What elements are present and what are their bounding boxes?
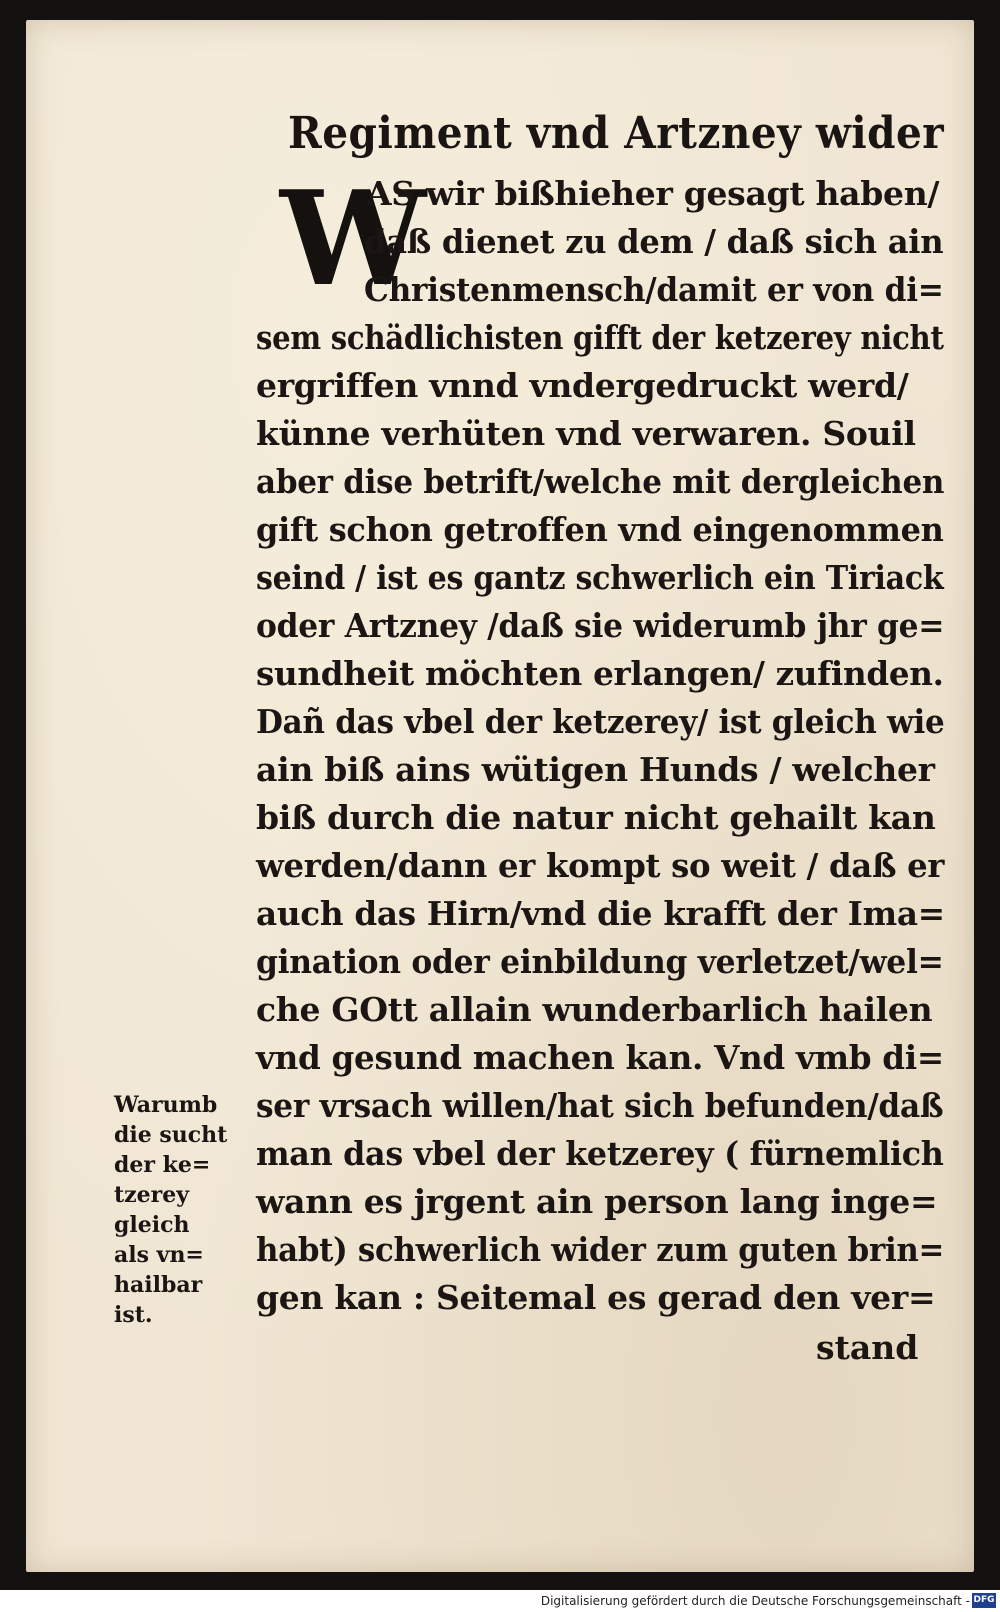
running-head: Regiment vnd Artzney wider	[288, 108, 945, 159]
margin-note-line: der ke=	[114, 1152, 211, 1178]
text-line: sem schädlichisten gifft der ketzerey nicht	[256, 318, 944, 357]
dfg-logo-icon: DFG	[972, 1593, 996, 1608]
margin-note-line: gleich	[114, 1212, 190, 1238]
text-line: gen kan : Seitemal es gerad den ver=	[256, 1278, 936, 1317]
text-line: ser vrsach willen/hat sich befunden/daß	[256, 1086, 944, 1125]
text-line: man das vbel der ketzerey ( fürnemlich	[256, 1134, 944, 1173]
text-line: daß dienet zu dem / daß sich ain	[364, 222, 944, 261]
text-line: aber dise betrift/welche mit dergleichen	[256, 462, 945, 501]
text-line: che GOtt allain wunderbarlich hailen	[256, 990, 933, 1029]
margin-note	[114, 1090, 246, 1330]
margin-note-line: die sucht	[114, 1122, 228, 1148]
margin-note-line: hailbar	[114, 1272, 203, 1298]
text-line: oder Artzney /daß sie widerumb jhr ge=	[256, 606, 945, 645]
text-line: ergriffen vnnd vndergedruckt werd/	[256, 366, 909, 405]
text-line: AS wir bißhieher gesagt haben/	[366, 174, 940, 213]
text-line: vnd gesund machen kan. Vnd vmb di=	[256, 1038, 944, 1077]
text-line: Dañ das vbel der ketzerey/ ist gleich wie	[256, 702, 945, 741]
text-line: auch das Hirn/vnd die krafft der Ima=	[256, 894, 945, 933]
text-line: Christenmensch/damit er von di=	[364, 270, 944, 309]
margin-note-line: Warumb	[114, 1092, 218, 1118]
text-line: habt) schwerlich wider zum guten brin=	[256, 1230, 945, 1269]
margin-note-line: ist.	[114, 1302, 153, 1328]
text-line: biß durch die natur nicht gehailt kan	[256, 798, 936, 837]
text-line: seind / ist es gantz schwerlich ein Tiriack	[256, 558, 944, 597]
text-line: künne verhüten vnd verwaren. Souil	[256, 414, 916, 453]
footer-strip	[0, 1590, 1000, 1612]
margin-note-line: als vn=	[114, 1242, 204, 1268]
text-line: werden/dann er kompt so weit / daß er	[256, 846, 945, 885]
catchword: stand	[816, 1328, 919, 1367]
book-page	[26, 20, 974, 1572]
text-line: sundheit möchten erlangen/ zufinden.	[256, 654, 944, 693]
margin-note-line: tzerey	[114, 1182, 190, 1208]
text-line: wann es jrgent ain person lang inge=	[256, 1182, 938, 1221]
footer-credit: Digitalisierung gefördert durch die Deutsche Forschungsgemeinschaft -	[540, 1594, 970, 1608]
text-line: gination oder einbildung verletzet/wel=	[256, 942, 944, 981]
text-line: gift schon getroffen vnd eingenommen	[256, 510, 944, 549]
text-line: ain biß ains wütigen Hunds / welcher	[256, 750, 935, 789]
drop-cap: W	[280, 162, 426, 315]
